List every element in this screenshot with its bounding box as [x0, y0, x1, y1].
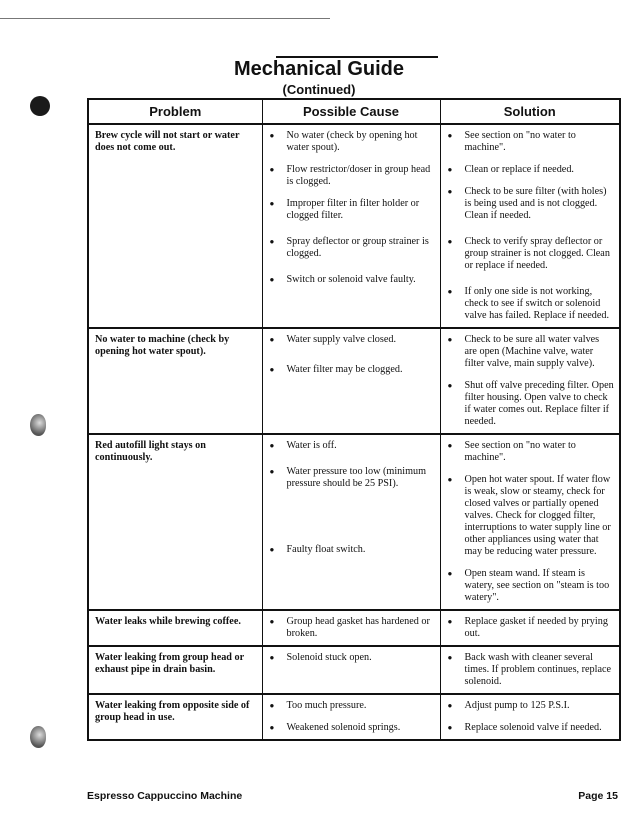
column-header-problem: Problem — [88, 99, 262, 124]
solution-cell — [440, 124, 620, 328]
cause-cell — [262, 434, 440, 610]
footer-page-number: Page 15 — [578, 790, 618, 802]
cause-item: ● Group head gasket has hardened or broken. — [269, 616, 435, 640]
cause-item: ● Water supply valve closed. — [269, 334, 435, 346]
solution-item: ● Check to be sure all water valves are open (Machine valve, water filter valve, main supply valve). — [447, 334, 615, 370]
problem-cell — [88, 694, 262, 740]
footer-machine-name: Espresso Cappuccino Machine — [87, 790, 243, 802]
cause-item: ● Water pressure too low (minimum pressure should be 25 PSI). — [269, 466, 435, 490]
cause-cell-list — [269, 700, 435, 734]
solution-cell-list — [447, 652, 615, 688]
solution-cell — [440, 434, 620, 610]
top-rule — [0, 18, 330, 19]
table-body — [88, 124, 620, 740]
solution-item: ● If only one side is not working, check to see if switch or solenoid valve has failed. Replace if needed. — [447, 286, 615, 322]
solution-cell-list — [447, 616, 615, 640]
column-header-cause: Possible Cause — [262, 99, 440, 124]
problem-cell — [88, 646, 262, 694]
cause-cell — [262, 610, 440, 646]
table-row — [88, 610, 620, 646]
problem-cell — [88, 328, 262, 434]
column-header-solution: Solution — [440, 99, 620, 124]
solution-item: ● Check to verify spray deflector or group strainer is not clogged. Clean or replace if needed. — [447, 236, 615, 272]
binder-hole-icon — [30, 726, 46, 748]
cause-item: ● Water filter may be clogged. — [269, 364, 435, 376]
problem-text: No water to machine (check by opening hot water spout). — [95, 334, 230, 357]
cause-cell-list — [269, 616, 435, 640]
problem-text: Water leaks while brewing coffee. — [95, 616, 241, 627]
cause-cell-list — [269, 652, 435, 664]
cause-item: ● Spray deflector or group strainer is clogged. — [269, 236, 435, 260]
table-row — [88, 328, 620, 434]
solution-item: ● Clean or replace if needed. — [447, 164, 615, 176]
cause-item: ● Switch or solenoid valve faulty. — [269, 274, 435, 286]
solution-cell — [440, 694, 620, 740]
solution-cell-list — [447, 334, 615, 428]
problem-text: Brew cycle will not start or water does not come out. — [95, 130, 240, 153]
problem-text: Red autofill light stays on continuously. — [95, 440, 206, 463]
page-subtitle: (Continued) — [282, 82, 356, 97]
table-row — [88, 646, 620, 694]
cause-item: ● Too much pressure. — [269, 700, 435, 712]
cause-cell-list — [269, 130, 435, 286]
problem-cell — [88, 610, 262, 646]
solution-cell — [440, 610, 620, 646]
solution-cell-list — [447, 700, 615, 734]
solution-cell — [440, 646, 620, 694]
cause-cell-list — [269, 334, 435, 376]
cause-item: ● Improper filter in filter holder or clogged filter. — [269, 198, 435, 222]
problem-text: Water leaking from group head or exhaust pipe in drain basin. — [95, 652, 244, 675]
solution-item: ● See section on "no water to machine". — [447, 130, 615, 154]
cause-item: ● Water is off. — [269, 440, 435, 452]
cause-item: ● Weakened solenoid springs. — [269, 722, 435, 734]
cause-item: ● Solenoid stuck open. — [269, 652, 435, 664]
cause-cell — [262, 124, 440, 328]
solution-item: ● Open steam wand. If steam is watery, see section on "steam is too watery". — [447, 568, 615, 604]
solution-item: ● Check to be sure filter (with holes) is being used and is not clogged. Clean if needed. — [447, 186, 615, 222]
table-row — [88, 694, 620, 740]
problem-cell — [88, 434, 262, 610]
solution-item: ● See section on "no water to machine". — [447, 440, 615, 464]
troubleshooting-table — [87, 98, 621, 741]
table-row — [88, 124, 620, 328]
solution-item: ● Shut off valve preceding filter. Open filter housing. Open valve to check if water comes out. Replace filter if needed. — [447, 380, 615, 428]
cause-cell — [262, 328, 440, 434]
problem-cell — [88, 124, 262, 328]
solution-item: ● Adjust pump to 125 P.S.I. — [447, 700, 615, 712]
page-title: Mechanical Guide — [233, 58, 405, 80]
table-header-row — [88, 99, 620, 124]
solution-item: ● Replace solenoid valve if needed. — [447, 722, 615, 734]
solution-cell-list — [447, 440, 615, 604]
solution-cell-list — [447, 130, 615, 322]
solution-item: ● Replace gasket if needed by prying out. — [447, 616, 615, 640]
cause-item: ● Faulty float switch. — [269, 544, 435, 556]
problem-text: Water leaking from opposite side of group head in use. — [95, 700, 250, 723]
cause-cell-list — [269, 440, 435, 556]
cause-item: ● Flow restrictor/doser in group head is clogged. — [269, 164, 435, 188]
solution-item: ● Open hot water spout. If water flow is weak, slow or steamy, check for closed valves or partially opened valves. Check for clogged filter, interruptions to water supply line or other appliances using water that may be reducing water pressure. — [447, 474, 615, 558]
solution-cell — [440, 328, 620, 434]
solution-item: ● Back wash with cleaner several times. If problem continues, replace solenoid. — [447, 652, 615, 688]
cause-cell — [262, 694, 440, 740]
table-row — [88, 434, 620, 610]
cause-cell — [262, 646, 440, 694]
binder-hole-icon — [30, 414, 46, 436]
cause-item: ● No water (check by opening hot water spout). — [269, 130, 435, 154]
binder-hole-icon — [30, 96, 50, 116]
